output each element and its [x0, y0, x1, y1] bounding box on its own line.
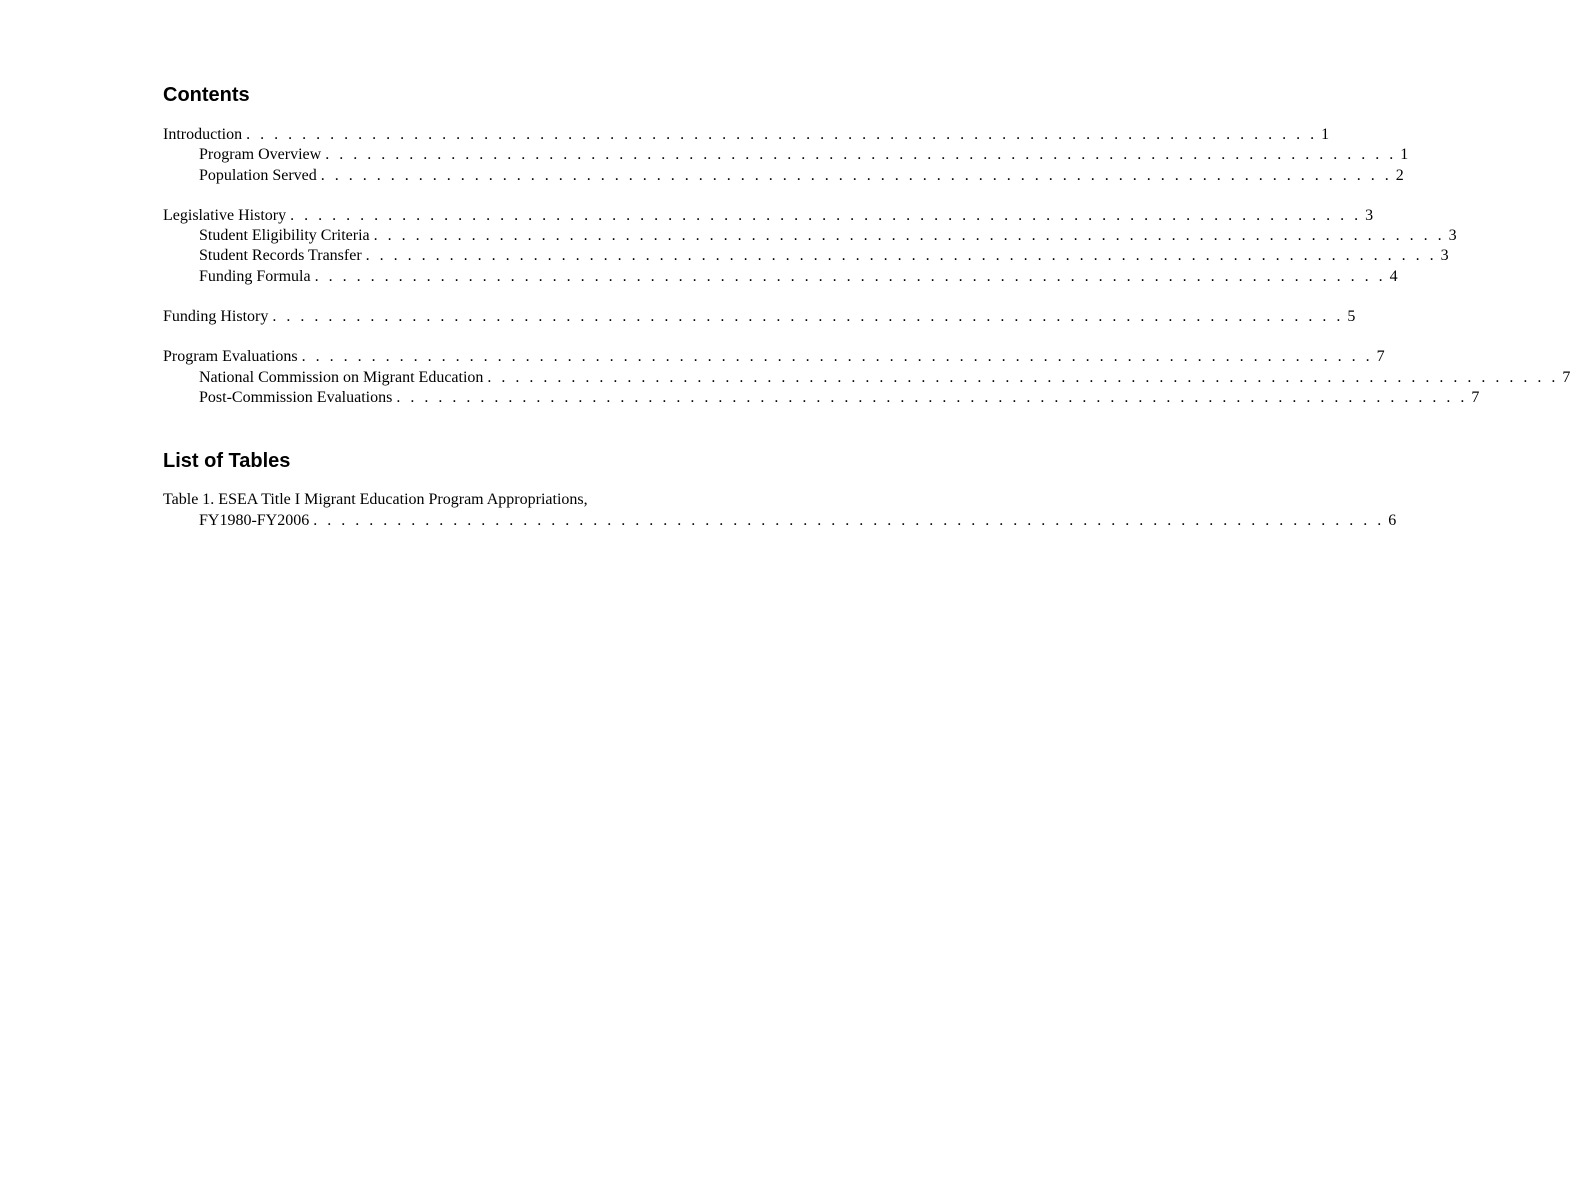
toc-page-number: 3 [1365, 206, 1374, 224]
toc-page-number: 5 [1347, 308, 1356, 326]
toc-entry-label: Student Records Transfer [199, 247, 362, 265]
toc-entry-label: Population Served [199, 166, 317, 184]
toc-page-number: 7 [1471, 388, 1480, 406]
toc-page-number: 3 [1448, 227, 1457, 245]
toc-page-number: 2 [1395, 166, 1404, 184]
toc-entry-label: Program Evaluations [163, 348, 298, 366]
table-entry-1[interactable] [163, 490, 1397, 531]
toc-entry-label: Post-Commission Evaluations [199, 388, 393, 406]
toc-entry-legislative-history[interactable] [163, 206, 1374, 226]
toc-page-number: 3 [1440, 247, 1449, 265]
dot-leader: . . . . . . . . . . . . . . . . . . . . . . . . . . . . . . . . . . . . . . . . . . . . . . . . . . . . . . . . . . . . . . . . . . . . . . . . . . . . . [373, 227, 1445, 245]
toc-entry-label: Funding Formula [199, 267, 311, 285]
dot-leader: . . . . . . . . . . . . . . . . . . . . . . . . . . . . . . . . . . . . . . . . . . . . . . . . . . . . . . . . . . . . . . . . . . . . . . . . . . . . . [487, 368, 1559, 386]
toc-page-number: 7 [1376, 348, 1385, 366]
dot-leader: . . . . . . . . . . . . . . . . . . . . . . . . . . . . . . . . . . . . . . . . . . . . . . . . . . . . . . . . . . . . . . . . . . . . . . . . . . . . . [301, 348, 1373, 366]
dot-leader: . . . . . . . . . . . . . . . . . . . . . . . . . . . . . . . . . . . . . . . . . . . . . . . . . . . . . . . . . . . . . . . . . . . . . . . . . . . . . [246, 126, 1318, 143]
toc-page-number: 4 [1389, 267, 1398, 285]
toc-entry-introduction[interactable] [163, 125, 1330, 145]
table-entry-continuation [163, 511, 1397, 531]
dot-leader: . . . . . . . . . . . . . . . . . . . . . . . . . . . . . . . . . . . . . . . . . . . . . . . . . . . . . . . . . . . . . . . . . . . . . . . . . . . . . [314, 267, 1386, 285]
toc-entry-label: Program Overview [199, 146, 322, 164]
toc-entry-label: Student Eligibility Criteria [199, 227, 370, 245]
toc-entry-label: Legislative History [163, 206, 287, 224]
toc-entry-label: Funding History [163, 308, 269, 326]
document-page [163, 82, 1570, 531]
dot-leader: . . . . . . . . . . . . . . . . . . . . . . . . . . . . . . . . . . . . . . . . . . . . . . . . . . . . . . . . . . . . . . . . . . . . . . . . . . . . . [325, 146, 1397, 164]
dot-leader: . . . . . . . . . . . . . . . . . . . . . . . . . . . . . . . . . . . . . . . . . . . . . . . . . . . . . . . . . . . . . . . . . . . . . . . . . . . . . [396, 388, 1468, 406]
toc-entry-label: National Commission on Migrant Education [199, 368, 484, 386]
contents-heading: Contents [163, 84, 250, 106]
toc-group-funding-history [163, 307, 1356, 327]
toc-entry-program-evaluations[interactable] [163, 347, 1385, 367]
toc-entry-funding-formula[interactable] [163, 267, 1398, 287]
toc-entry-program-overview[interactable] [163, 145, 1409, 165]
toc-group-legislative-history [163, 206, 1457, 287]
toc-group-program-evaluations [163, 347, 1570, 408]
toc-entry-funding-history[interactable] [163, 307, 1356, 327]
toc-entry-label: Introduction [163, 126, 243, 143]
toc-page-number: 6 [1388, 511, 1397, 529]
toc-page-number: 1 [1400, 146, 1409, 164]
toc-entry-national-commission[interactable] [163, 368, 1570, 388]
toc-page-number: 1 [1321, 126, 1330, 143]
dot-leader: . . . . . . . . . . . . . . . . . . . . . . . . . . . . . . . . . . . . . . . . . . . . . . . . . . . . . . . . . . . . . . . . . . . . . . . . . . . . . [320, 166, 1392, 184]
toc-group-introduction [163, 125, 1409, 186]
toc-page-number: 7 [1562, 368, 1570, 386]
toc-entry-post-commission-evaluations[interactable] [163, 388, 1480, 408]
toc-entry-student-eligibility-criteria[interactable] [163, 226, 1457, 246]
list-of-tables-heading: List of Tables [163, 450, 291, 473]
toc-entry-population-served[interactable] [163, 166, 1404, 186]
dot-leader: . . . . . . . . . . . . . . . . . . . . . . . . . . . . . . . . . . . . . . . . . . . . . . . . . . . . . . . . . . . . . . . . . . . . . . . . . . . . . [313, 511, 1385, 529]
toc-entry-student-records-transfer[interactable] [163, 246, 1449, 266]
table-entry-title: Table 1. ESEA Title I Migrant Education Program Appropriations, [163, 491, 588, 509]
dot-leader: . . . . . . . . . . . . . . . . . . . . . . . . . . . . . . . . . . . . . . . . . . . . . . . . . . . . . . . . . . . . . . . . . . . . . . . . . . . . . [272, 308, 1344, 326]
dot-leader: . . . . . . . . . . . . . . . . . . . . . . . . . . . . . . . . . . . . . . . . . . . . . . . . . . . . . . . . . . . . . . . . . . . . . . . . . . . . . [290, 206, 1362, 224]
table-entry-label: FY1980-FY2006 [199, 511, 310, 529]
dot-leader: . . . . . . . . . . . . . . . . . . . . . . . . . . . . . . . . . . . . . . . . . . . . . . . . . . . . . . . . . . . . . . . . . . . . . . . . . . . . . [365, 247, 1437, 265]
